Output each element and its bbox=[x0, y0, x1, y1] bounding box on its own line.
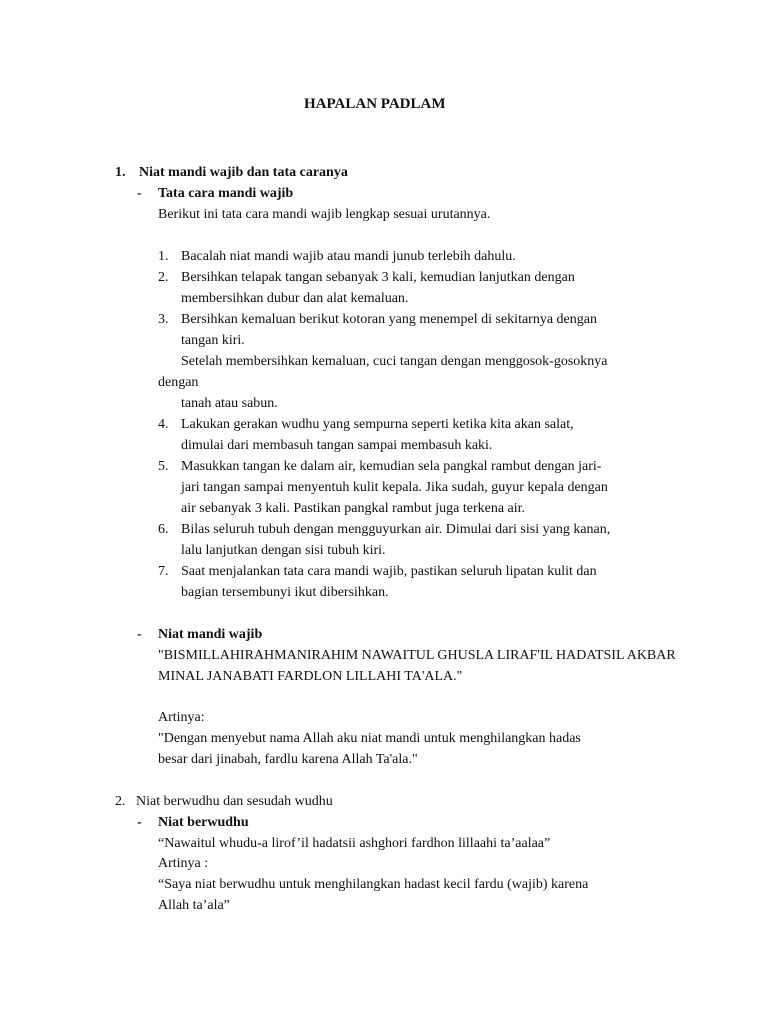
niat-mandi-meaning: "Dengan menyebut nama Allah aku niat mandi untuk menghilangkan hadas bbox=[158, 731, 581, 746]
step-text: membersihkan dubur dan alat kemaluan. bbox=[181, 291, 409, 306]
step-text: tanah atau sabun. bbox=[181, 396, 278, 411]
tata-cara-heading: Tata cara mandi wajib bbox=[158, 186, 294, 201]
niat-mandi-artinya-label: Artinya: bbox=[158, 710, 205, 725]
section-1-number: 1. bbox=[115, 165, 126, 180]
niat-mandi-dash: - bbox=[137, 627, 142, 642]
step-text: Lakukan gerakan wudhu yang sempurna seperti ketika kita akan salat, bbox=[181, 417, 574, 432]
step-text: Setelah membersihkan kemaluan, cuci tangan dengan menggosok-gosoknya bbox=[181, 354, 608, 369]
step-text: Masukkan tangan ke dalam air, kemudian sela pangkal rambut dengan jari- bbox=[181, 459, 602, 474]
tata-cara-intro: Berikut ini tata cara mandi wajib lengkap sesuai urutannya. bbox=[158, 207, 491, 222]
step-text: Bilas seluruh tubuh dengan mengguyurkan air. Dimulai dari sisi yang kanan, bbox=[181, 522, 611, 537]
niat-wudhu-meaning: Allah ta’ala” bbox=[158, 898, 230, 913]
step-text: bagian tersembunyi ikut dibersihkan. bbox=[181, 585, 389, 600]
step-number: 4. bbox=[158, 417, 169, 432]
niat-mandi-arabic: "BISMILLAHIRAHMANIRAHIM NAWAITUL GHUSLA LIRAF'IL HADATSIL AKBAR bbox=[158, 648, 676, 663]
niat-wudhu-meaning: “Saya niat berwudhu untuk menghilangkan hadast kecil fardu (wajib) karena bbox=[158, 877, 589, 892]
step-text: dimulai dari membasuh tangan sampai membasuh kaki. bbox=[181, 438, 493, 453]
niat-wudhu-artinya-label: Artinya : bbox=[158, 856, 209, 871]
page-title: HAPALAN PADLAM bbox=[304, 96, 446, 112]
section-1-heading: Niat mandi wajib dan tata caranya bbox=[139, 165, 348, 180]
niat-mandi-arabic: MINAL JANABATI FARDLON LILLAHI TA'ALA." bbox=[158, 669, 463, 684]
step-text: Bacalah niat mandi wajib atau mandi junub terlebih dahulu. bbox=[181, 249, 516, 264]
step-text: lalu lanjutkan dengan sisi tubuh kiri. bbox=[181, 543, 386, 558]
step-text: jari tangan sampai menyentuh kulit kepala. Jika sudah, guyur kepala dengan bbox=[181, 480, 608, 495]
niat-wudhu-heading: Niat berwudhu bbox=[158, 815, 249, 830]
step-text: air sebanyak 3 kali. Pastikan pangkal rambut juga terkena air. bbox=[181, 501, 526, 516]
step-text: tangan kiri. bbox=[181, 333, 245, 348]
step-text: Saat menjalankan tata cara mandi wajib, pastikan seluruh lipatan kulit dan bbox=[181, 564, 597, 579]
step-number: 7. bbox=[158, 564, 169, 579]
step-number: 2. bbox=[158, 270, 169, 285]
step-number: 3. bbox=[158, 312, 169, 327]
step-number: 5. bbox=[158, 459, 169, 474]
section-2-heading: Niat berwudhu dan sesudah wudhu bbox=[136, 794, 333, 809]
section-2-number: 2. bbox=[115, 794, 126, 809]
tata-cara-dash: - bbox=[137, 186, 142, 201]
niat-mandi-heading: Niat mandi wajib bbox=[158, 627, 263, 642]
niat-wudhu-arabic: “Nawaitul whudu-a lirof’il hadatsii ashghori fardhon lillaahi ta’aalaa” bbox=[158, 836, 551, 851]
step-text: Bersihkan telapak tangan sebanyak 3 kali, kemudian lanjutkan dengan bbox=[181, 270, 575, 285]
step-number: 6. bbox=[158, 522, 169, 537]
step-text: Bersihkan kemaluan berikut kotoran yang menempel di sekitarnya dengan bbox=[181, 312, 597, 327]
step-number: 1. bbox=[158, 249, 169, 264]
niat-wudhu-dash: - bbox=[137, 815, 142, 830]
step-text: dengan bbox=[158, 375, 199, 390]
niat-mandi-meaning: besar dari jinabah, fardlu karena Allah Ta'ala." bbox=[158, 752, 418, 767]
